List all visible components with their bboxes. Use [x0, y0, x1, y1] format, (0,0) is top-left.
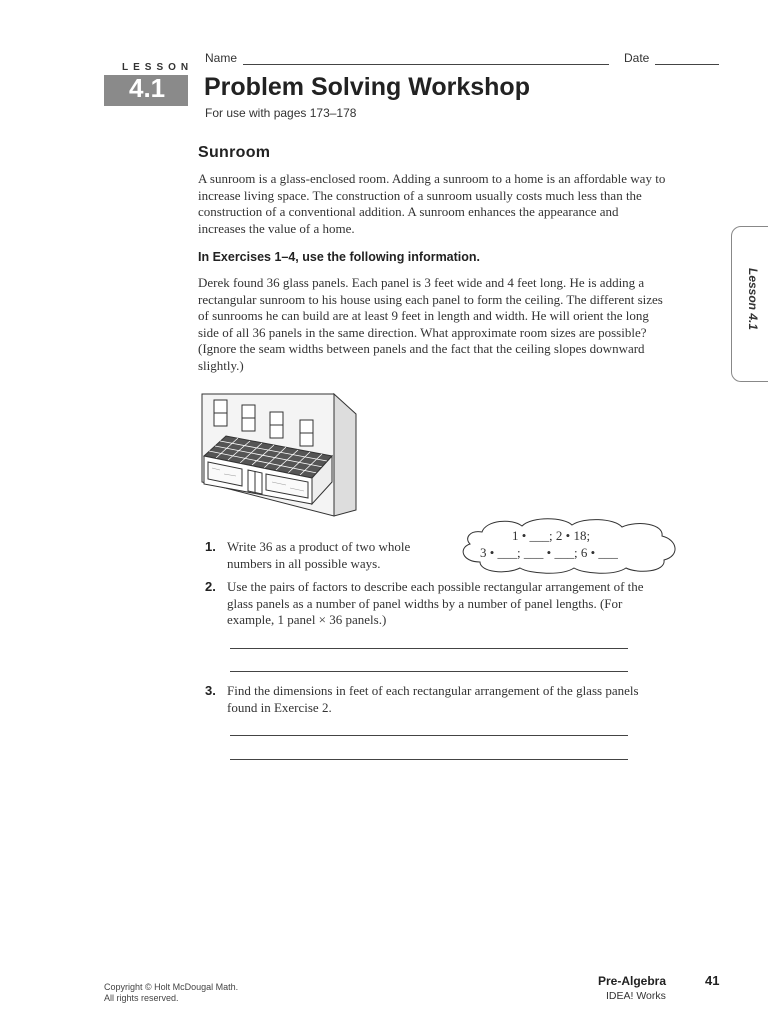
- exercise-1-number: 1.: [205, 539, 216, 554]
- side-tab-label: Lesson 4.1: [746, 267, 761, 331]
- intro-paragraph: A sunroom is a glass-enclosed room. Adding a sunroom to a home is an affordable way to increase living space. The construction of a sunroom usually costs much less than the construction of a conventional addition. A sunroom enhances the appearance and increases the value of a home.: [198, 171, 666, 236]
- copyright-line-1: Copyright © Holt McDougal Math.: [104, 982, 239, 992]
- sunroom-illustration: [196, 390, 358, 518]
- name-field-line[interactable]: [243, 64, 609, 65]
- section-heading: Sunroom: [198, 144, 271, 161]
- hint-line-1: 1 • ___; 2 • 18;: [512, 528, 591, 543]
- exercise-2-text: Use the pairs of factors to describe each possible rectangular arrangement of the glass panels as a number of panel widths by a number of panel lengths. (For example, 1 panel × 36 panels.): [227, 579, 644, 627]
- exercise-3-number: 3.: [205, 683, 216, 698]
- answer-line[interactable]: [230, 735, 628, 736]
- series-name: IDEA! Works: [606, 990, 666, 1002]
- answer-line[interactable]: [230, 759, 628, 760]
- answer-line[interactable]: [230, 671, 628, 672]
- exercise-1-text: Write 36 as a product of two whole numbers in all possible ways.: [227, 539, 411, 571]
- exercises-heading: In Exercises 1–4, use the following information.: [198, 250, 481, 264]
- date-field-line[interactable]: [655, 64, 719, 65]
- hint-line-2: 3 • ___; ___ • ___; 6 • ___: [480, 545, 618, 560]
- lesson-number: 4.1: [129, 73, 166, 103]
- page-number: 41: [705, 973, 720, 988]
- lesson-label: LESSON: [122, 62, 194, 73]
- answer-line[interactable]: [230, 648, 628, 649]
- page-title: Problem Solving Workshop: [204, 73, 530, 101]
- problem-paragraph: Derek found 36 glass panels. Each panel is 3 feet wide and 4 feet long. He is adding a rectangular sunroom to his house using each panel to form the ceiling. The different sizes of sunrooms he can build are at least 9 feet in length and width. He will orient the long side of all 36 panels in the same direction. What approximate room sizes are possible? (Ignore the seam widths between panels and the fact that the ceiling slopes downward slightly.): [198, 275, 663, 373]
- copyright-notice: [104, 982, 238, 1004]
- page-subtitle: For use with pages 173–178: [205, 106, 357, 120]
- book-title: Pre-Algebra: [598, 974, 667, 988]
- exercise-3-text: Find the dimensions in feet of each rectangular arrangement of the glass panels found in Exercise 2.: [227, 683, 639, 715]
- date-label: Date: [624, 51, 650, 65]
- copyright-line-2: All rights reserved.: [104, 993, 179, 1003]
- exercise-2-number: 2.: [205, 579, 216, 594]
- name-label: Name: [205, 51, 238, 65]
